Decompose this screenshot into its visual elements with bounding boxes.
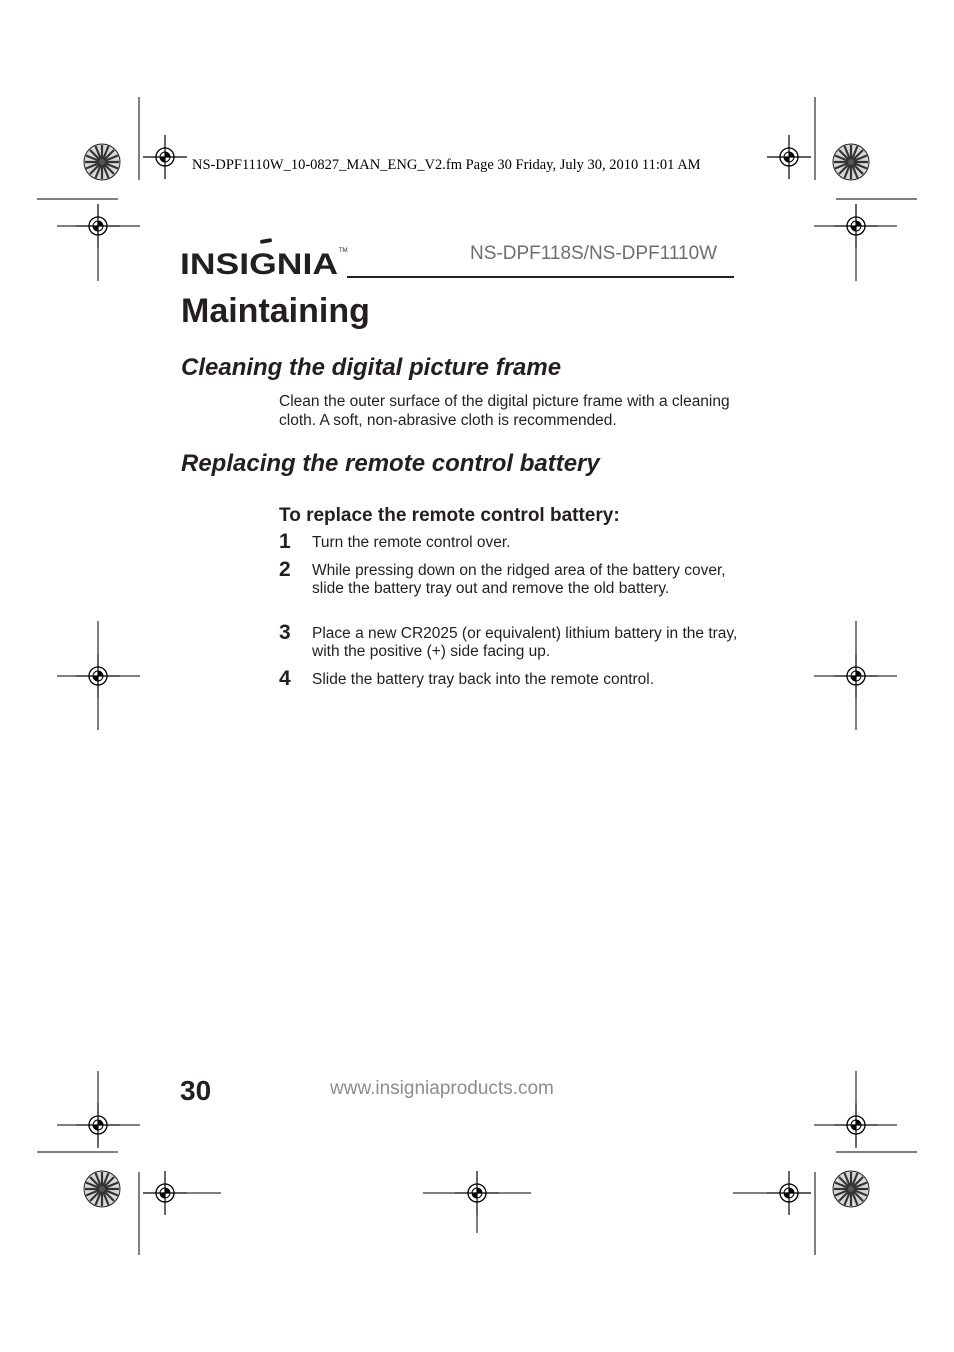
section-heading-battery: Replacing the remote control battery [181, 450, 600, 477]
model-number: NS-DPF118S/NS-DPF1110W [470, 243, 718, 264]
step-number: 2 [279, 558, 291, 581]
header-rule [347, 276, 734, 278]
step-text: Place a new CR2025 (or equivalent) lithium battery in the tray, with the positive (+) side facing up. [312, 625, 738, 660]
step-number: 4 [279, 667, 291, 690]
cleaning-paragraph: Clean the outer surface of the digital picture frame with a cleaning cloth. A soft, non-abrasive cloth is recommended. [279, 393, 730, 429]
step-item [279, 668, 739, 689]
section-heading-cleaning: Cleaning the digital picture frame [181, 354, 562, 381]
step-text: Turn the remote control over. [312, 534, 511, 551]
footer-url: www.insigniaproducts.com [330, 1078, 554, 1099]
step-text: Slide the battery tray back into the remote control. [312, 671, 655, 688]
step-text: While pressing down on the ridged area of the battery cover, slide the battery tray out and remove the old battery. [312, 562, 726, 597]
page-number: 30 [180, 1075, 212, 1106]
print-slug-line: NS-DPF1110W_10-0827_MAN_ENG_V2.fm Page 30 Friday, July 30, 2010 11:01 AM [192, 157, 701, 173]
step-item [279, 559, 739, 622]
procedure-title: To replace the remote control battery: [279, 505, 620, 526]
procedure-steps [279, 531, 739, 689]
page-title: Maintaining [181, 292, 370, 330]
svg-text:TM: TM [339, 248, 348, 254]
insignia-logo [180, 238, 346, 282]
svg-text:INSIGNIA: INSIGNIA [180, 248, 338, 281]
step-number: 3 [279, 621, 291, 644]
step-item [279, 531, 739, 559]
step-number: 1 [279, 530, 291, 553]
step-item [279, 622, 739, 668]
